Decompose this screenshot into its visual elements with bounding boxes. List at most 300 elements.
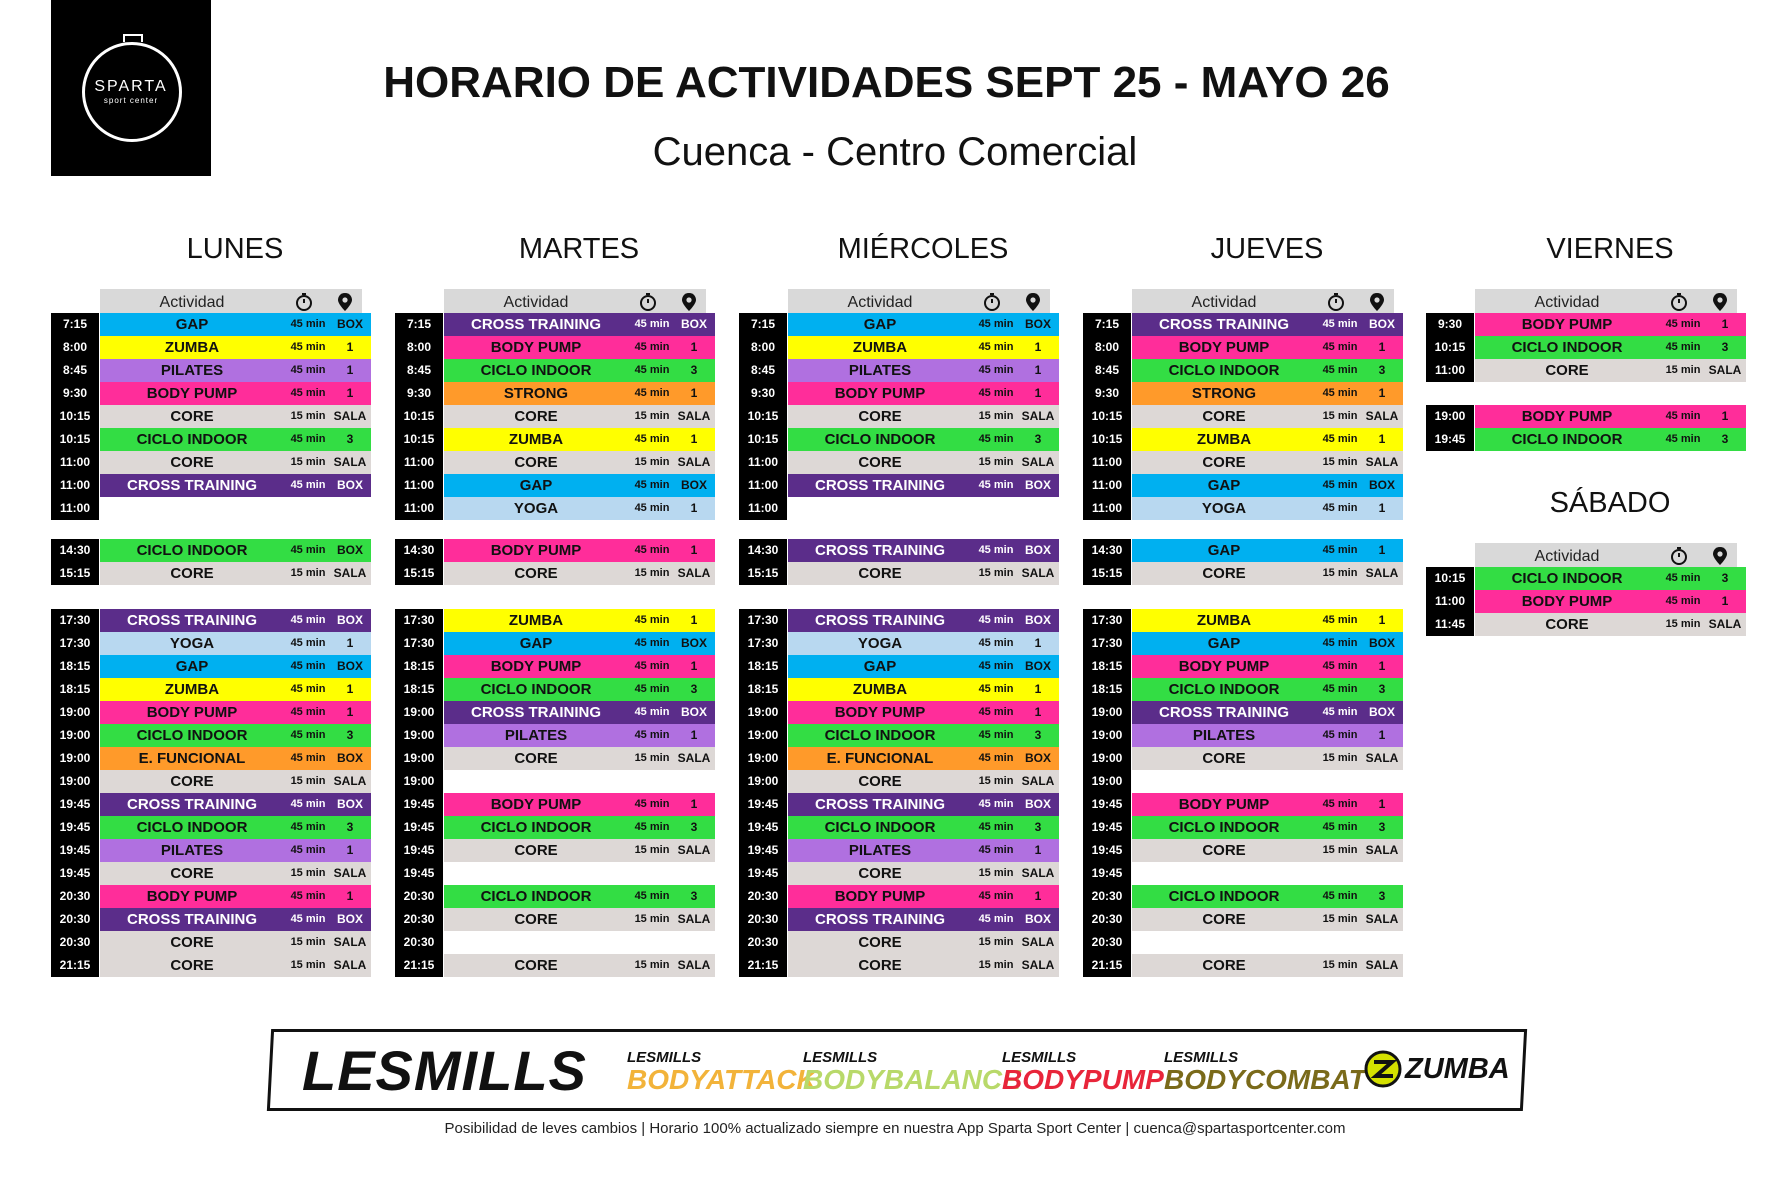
class-room: 1 [690, 613, 698, 627]
class-room: 1 [1034, 636, 1042, 650]
class-room: 1 [690, 501, 698, 515]
class-time: 11:00 [1083, 474, 1131, 497]
class-room: 1 [1034, 340, 1042, 354]
class-time: 8:45 [395, 359, 443, 382]
schedule-row [1083, 451, 1403, 474]
class-time: 11:00 [395, 497, 443, 520]
class-cell [1132, 609, 1403, 632]
schedule-row [1083, 747, 1403, 770]
class-duration: 15 min [634, 913, 670, 925]
schedule-row [395, 816, 715, 839]
class-name: ZUMBA [164, 339, 220, 356]
class-time: 11:00 [739, 497, 787, 520]
class-room: SALA [1365, 566, 1399, 580]
schedule-row [739, 954, 1059, 977]
class-duration: 45 min [978, 798, 1014, 810]
zumba-icon [1363, 1049, 1403, 1089]
class-name: GAP [1207, 635, 1241, 652]
class-room: BOX [1368, 636, 1395, 650]
class-room: 1 [1034, 843, 1042, 857]
class-time: 15:15 [1083, 562, 1131, 585]
class-time: 19:45 [51, 862, 99, 885]
class-time: 19:45 [739, 839, 787, 862]
class-time: 20:30 [1083, 908, 1131, 931]
class-cell [1132, 931, 1403, 954]
schedule-row [51, 701, 371, 724]
class-cell [444, 655, 715, 678]
schedule-row [395, 701, 715, 724]
class-name: ZUMBA [1196, 431, 1252, 448]
class-cell [444, 632, 715, 655]
class-time: 19:00 [395, 724, 443, 747]
schedule-row [395, 954, 715, 977]
class-room: SALA [1021, 409, 1055, 423]
class-duration: 45 min [1322, 387, 1358, 399]
class-room: 3 [1034, 820, 1042, 834]
class-duration: 15 min [634, 410, 670, 422]
class-name: CORE [1545, 362, 1589, 379]
class-time: 17:30 [739, 632, 787, 655]
brand-item [627, 1050, 817, 1095]
class-name: CORE [170, 408, 214, 425]
class-duration: 45 min [978, 844, 1014, 856]
class-time: 20:30 [739, 885, 787, 908]
class-duration: 45 min [290, 387, 326, 399]
class-room: SALA [677, 455, 711, 469]
class-name: CICLO INDOOR [1168, 681, 1280, 698]
class-cell [1132, 678, 1403, 701]
class-room: SALA [1021, 774, 1055, 788]
class-room: SALA [677, 409, 711, 423]
class-duration: 45 min [978, 683, 1014, 695]
class-time: 19:45 [395, 816, 443, 839]
class-duration: 15 min [290, 567, 326, 579]
class-room: 1 [346, 636, 354, 650]
class-room: 3 [1034, 432, 1042, 446]
class-name: YOGA [857, 635, 903, 652]
class-time: 10:15 [1426, 567, 1474, 590]
class-duration: 45 min [978, 387, 1014, 399]
class-time: 10:15 [1083, 428, 1131, 451]
class-time: 19:45 [739, 862, 787, 885]
class-time: 7:15 [1083, 313, 1131, 336]
class-name: CORE [858, 957, 902, 974]
class-cell [788, 474, 1059, 497]
class-time: 7:15 [739, 313, 787, 336]
page-subtitle: Cuenca - Centro Comercial [652, 130, 1138, 174]
class-room: 1 [1034, 889, 1042, 903]
brand-name: BODYATTACK [627, 1064, 817, 1095]
class-name: GAP [1207, 477, 1241, 494]
class-duration: 15 min [978, 456, 1014, 468]
class-room: 3 [346, 728, 354, 742]
class-duration: 15 min [1322, 844, 1358, 856]
class-room: 1 [1378, 432, 1386, 446]
class-room: BOX [1024, 613, 1051, 627]
class-duration: 45 min [1322, 544, 1358, 556]
class-duration: 45 min [290, 683, 326, 695]
class-time: 19:45 [395, 793, 443, 816]
class-name: CICLO INDOOR [136, 542, 248, 559]
class-name: CROSS TRAINING [814, 612, 945, 629]
day-title: LUNES [186, 233, 284, 265]
schedule-row [51, 839, 371, 862]
class-cell [444, 382, 715, 405]
class-name: CORE [514, 842, 558, 859]
class-duration: 15 min [290, 775, 326, 787]
class-name: CICLO INDOOR [136, 431, 248, 448]
class-cell [444, 931, 715, 954]
schedule-row [51, 405, 371, 428]
class-duration: 15 min [290, 959, 326, 971]
class-time: 19:45 [395, 862, 443, 885]
class-time: 18:15 [739, 678, 787, 701]
class-name: CORE [514, 911, 558, 928]
class-cell [444, 562, 715, 585]
class-cell [100, 770, 371, 793]
class-name: BODY PUMP [834, 704, 926, 721]
class-name: CROSS TRAINING [126, 612, 257, 629]
class-time: 8:00 [739, 336, 787, 359]
class-time: 18:15 [51, 655, 99, 678]
schedule-row [51, 497, 371, 520]
class-time: 14:30 [51, 539, 99, 562]
class-room: 1 [346, 889, 354, 903]
class-duration: 45 min [290, 479, 326, 491]
class-duration: 45 min [978, 752, 1014, 764]
class-duration: 45 min [1322, 341, 1358, 353]
class-name: GAP [863, 316, 897, 333]
class-cell [100, 428, 371, 451]
class-duration: 45 min [634, 637, 670, 649]
class-room: 1 [346, 386, 354, 400]
class-name: BODY PUMP [146, 385, 238, 402]
class-time: 19:00 [51, 770, 99, 793]
stopwatch-knob-icon [123, 34, 143, 42]
schedule-row [395, 428, 715, 451]
class-duration: 45 min [290, 614, 326, 626]
schedule-row [739, 497, 1059, 520]
class-time: 9:30 [395, 382, 443, 405]
class-time: 19:00 [1083, 724, 1131, 747]
class-name: PILATES [160, 842, 224, 859]
class-cell [1132, 747, 1403, 770]
class-room: BOX [336, 797, 363, 811]
class-name: ZUMBA [1196, 612, 1252, 629]
class-cell [100, 497, 371, 520]
class-duration: 45 min [634, 683, 670, 695]
class-cell [1132, 724, 1403, 747]
class-cell [100, 359, 371, 382]
class-name: CORE [858, 408, 902, 425]
class-time: 19:45 [51, 816, 99, 839]
schedule-row [1083, 382, 1403, 405]
schedule-row [51, 428, 371, 451]
class-cell [100, 885, 371, 908]
class-cell [788, 428, 1059, 451]
brand-item [1002, 1050, 1164, 1095]
schedule-row [51, 451, 371, 474]
class-duration: 45 min [634, 364, 670, 376]
class-name: BODY PUMP [490, 542, 582, 559]
class-room: 1 [346, 843, 354, 857]
schedule-row [739, 609, 1059, 632]
schedule-row [395, 839, 715, 862]
class-cell [100, 954, 371, 977]
class-name: CORE [858, 454, 902, 471]
schedule-row [1426, 313, 1746, 336]
schedule-row [1083, 724, 1403, 747]
class-name: PILATES [848, 362, 912, 379]
class-room: 1 [690, 797, 698, 811]
class-cell [788, 931, 1059, 954]
logo-sub: sport center [103, 96, 159, 105]
class-room: BOX [1024, 478, 1051, 492]
class-name: YOGA [513, 500, 559, 517]
class-cell [1132, 474, 1403, 497]
class-time: 17:30 [395, 632, 443, 655]
class-duration: 45 min [1665, 341, 1701, 353]
class-cell [444, 747, 715, 770]
schedule-row [395, 632, 715, 655]
day-header [1475, 543, 1737, 570]
class-time: 21:15 [395, 954, 443, 977]
class-time: 10:15 [395, 405, 443, 428]
class-room: 1 [1034, 682, 1042, 696]
schedule-row [739, 336, 1059, 359]
class-time: 11:00 [1083, 497, 1131, 520]
class-room: SALA [1365, 751, 1399, 765]
schedule-row [51, 770, 371, 793]
class-time: 10:15 [739, 405, 787, 428]
class-time: 18:15 [395, 678, 443, 701]
schedule-row [739, 816, 1059, 839]
schedule-row [739, 747, 1059, 770]
class-duration: 45 min [978, 318, 1014, 330]
class-room: 3 [1721, 432, 1729, 446]
schedule-row [51, 885, 371, 908]
schedule-row [739, 931, 1059, 954]
class-room: 1 [690, 340, 698, 354]
class-time: 17:30 [1083, 609, 1131, 632]
schedule-row [51, 359, 371, 382]
class-room: 1 [1034, 386, 1042, 400]
class-room: 1 [1378, 797, 1386, 811]
class-cell [100, 816, 371, 839]
class-time: 7:15 [51, 313, 99, 336]
class-time: 20:30 [395, 908, 443, 931]
class-cell [444, 405, 715, 428]
class-room: 3 [346, 820, 354, 834]
class-cell [1132, 908, 1403, 931]
class-room: SALA [333, 935, 367, 949]
class-name: CROSS TRAINING [470, 316, 601, 333]
class-room: 1 [690, 432, 698, 446]
class-time: 19:00 [1083, 770, 1131, 793]
class-cell [1475, 313, 1746, 336]
class-duration: 15 min [1322, 410, 1358, 422]
class-cell [100, 793, 371, 816]
class-time: 19:45 [51, 839, 99, 862]
schedule-row [51, 313, 371, 336]
brand-label: LESMILLS [627, 1049, 702, 1066]
class-duration: 45 min [1665, 595, 1701, 607]
class-cell [1475, 359, 1746, 382]
class-name: CROSS TRAINING [470, 704, 601, 721]
class-cell [1132, 539, 1403, 562]
schedule-row [51, 655, 371, 678]
class-time: 18:15 [1083, 678, 1131, 701]
day-header [1475, 289, 1737, 316]
class-duration: 45 min [978, 913, 1014, 925]
class-room: BOX [1024, 751, 1051, 765]
day-title: MIÉRCOLES [837, 233, 1009, 265]
class-cell [444, 724, 715, 747]
class-duration: 45 min [1322, 683, 1358, 695]
class-time: 19:45 [1083, 816, 1131, 839]
day-header [788, 289, 1050, 316]
class-room: SALA [1365, 958, 1399, 972]
class-time: 19:45 [1426, 428, 1474, 451]
class-name: CORE [514, 957, 558, 974]
class-duration: 45 min [978, 637, 1014, 649]
class-name: CICLO INDOOR [480, 888, 592, 905]
class-duration: 45 min [634, 706, 670, 718]
class-cell [1132, 382, 1403, 405]
schedule-row [1083, 655, 1403, 678]
class-room: 1 [690, 659, 698, 673]
class-time: 15:15 [51, 562, 99, 585]
class-cell [788, 539, 1059, 562]
schedule-row [51, 931, 371, 954]
class-cell [100, 839, 371, 862]
class-time: 8:00 [395, 336, 443, 359]
schedule-row [1083, 405, 1403, 428]
class-time: 11:00 [51, 474, 99, 497]
class-time: 15:15 [395, 562, 443, 585]
class-duration: 45 min [290, 913, 326, 925]
class-name: CORE [1202, 911, 1246, 928]
class-duration: 45 min [1322, 637, 1358, 649]
class-time: 19:00 [739, 701, 787, 724]
class-duration: 15 min [1322, 752, 1358, 764]
class-time: 21:15 [51, 954, 99, 977]
class-time: 20:30 [1083, 931, 1131, 954]
schedule-row [395, 885, 715, 908]
class-duration: 45 min [290, 660, 326, 672]
class-room: SALA [333, 866, 367, 880]
schedule-row [395, 382, 715, 405]
class-cell [788, 908, 1059, 931]
class-duration: 45 min [1322, 890, 1358, 902]
schedule-row [51, 816, 371, 839]
class-room: SALA [333, 409, 367, 423]
class-cell [1132, 562, 1403, 585]
schedule-row [395, 908, 715, 931]
class-duration: 45 min [634, 821, 670, 833]
schedule-row [395, 405, 715, 428]
class-duration: 15 min [978, 567, 1014, 579]
schedule-row [51, 632, 371, 655]
class-cell [1132, 954, 1403, 977]
class-time: 19:00 [51, 747, 99, 770]
class-room: 1 [1721, 594, 1729, 608]
class-room: 1 [346, 363, 354, 377]
class-time: 17:30 [51, 609, 99, 632]
class-cell [100, 562, 371, 585]
class-cell [1132, 862, 1403, 885]
class-cell [100, 382, 371, 405]
class-cell [444, 313, 715, 336]
class-name: CORE [1202, 565, 1246, 582]
class-room: 1 [1378, 386, 1386, 400]
class-name: STRONG [1191, 385, 1257, 402]
class-time: 17:30 [51, 632, 99, 655]
class-duration: 15 min [290, 410, 326, 422]
schedule-row [1083, 885, 1403, 908]
class-duration: 45 min [1322, 502, 1358, 514]
class-name: CORE [1202, 454, 1246, 471]
schedule-row [739, 451, 1059, 474]
brand-label: LESMILLS [1164, 1049, 1239, 1066]
schedule-row [395, 359, 715, 382]
schedule-row [51, 539, 371, 562]
class-room: 1 [346, 705, 354, 719]
class-cell [1132, 451, 1403, 474]
class-room: 1 [1378, 501, 1386, 515]
class-cell [444, 816, 715, 839]
class-cell [100, 747, 371, 770]
schedule-row [395, 747, 715, 770]
class-cell [444, 678, 715, 701]
schedule-row [395, 770, 715, 793]
class-name: CICLO INDOOR [1511, 570, 1623, 587]
day-title: MARTES [518, 233, 640, 265]
schedule-row [395, 931, 715, 954]
class-time: 10:15 [1083, 405, 1131, 428]
class-room: BOX [336, 478, 363, 492]
schedule-row [1426, 359, 1746, 382]
class-cell [100, 474, 371, 497]
class-duration: 45 min [1322, 660, 1358, 672]
class-room: BOX [1368, 705, 1395, 719]
class-room: 1 [1378, 728, 1386, 742]
class-cell [788, 678, 1059, 701]
class-cell [100, 724, 371, 747]
class-cell [444, 885, 715, 908]
class-cell [788, 724, 1059, 747]
class-name: CORE [1202, 957, 1246, 974]
schedule-row [51, 908, 371, 931]
schedule-row [739, 382, 1059, 405]
class-cell [1132, 793, 1403, 816]
class-duration: 15 min [1322, 913, 1358, 925]
class-time: 19:00 [1083, 747, 1131, 770]
schedule-row [1083, 954, 1403, 977]
class-duration: 45 min [1322, 614, 1358, 626]
class-cell [100, 862, 371, 885]
class-cell [100, 451, 371, 474]
class-duration: 15 min [978, 410, 1014, 422]
class-duration: 45 min [290, 844, 326, 856]
class-name: CORE [514, 750, 558, 767]
class-cell [100, 908, 371, 931]
class-cell [100, 632, 371, 655]
class-name: CICLO INDOOR [1168, 888, 1280, 905]
brand-label: LESMILLS [1002, 1049, 1077, 1066]
class-cell [788, 655, 1059, 678]
schedule-row [395, 336, 715, 359]
